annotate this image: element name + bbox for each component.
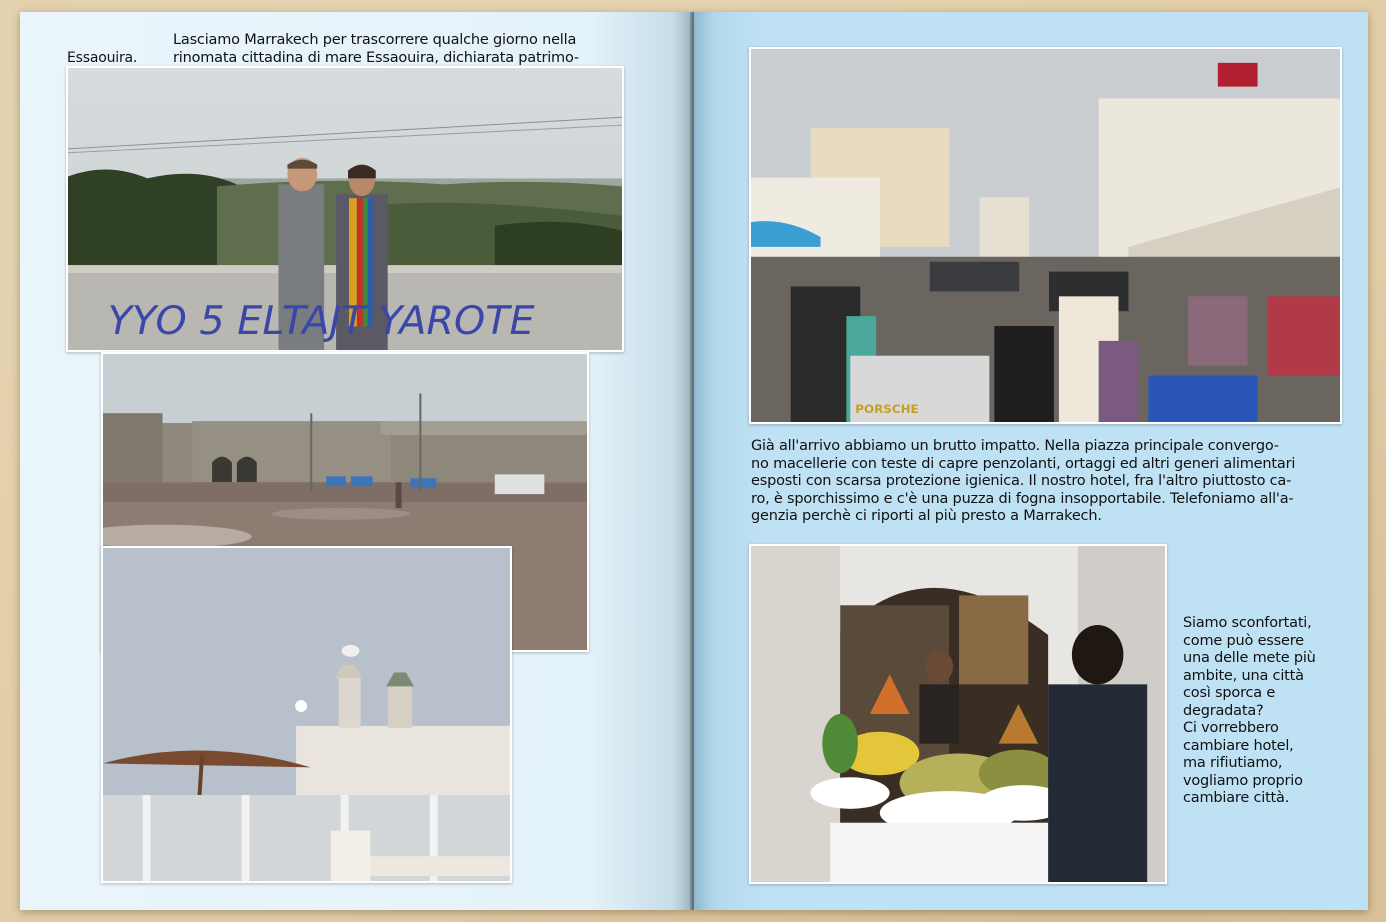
side-note [1183, 615, 1353, 808]
side-line: Siamo sconfortati, [1183, 615, 1312, 631]
side-line: cambiare città. [1183, 790, 1290, 806]
side-line: ambite, una città [1183, 667, 1304, 684]
side-line: vogliamo proprio [1183, 772, 1303, 789]
side-line: Ci vorrebbero [1183, 720, 1279, 736]
side-line: come può essere [1183, 632, 1304, 649]
rooftop-seagull-photo [101, 546, 512, 883]
side-line: una delle mete più [1183, 650, 1316, 666]
olive-stall-photo [749, 544, 1167, 884]
intro-line: rinomata cittadina di mare Essaouira, dichiarata patrimo- [173, 49, 579, 66]
side-line: così sporca e [1183, 685, 1276, 701]
market-street-crowd-photo [749, 47, 1342, 424]
paragraph-line: ro, è sporchissimo e c'è una puzza di fogna insopportabile. Telefoniamo all'a- [751, 490, 1294, 507]
paragraph-line: genzia perchè ci riporti al più presto a Marrakech. [751, 508, 1102, 524]
paragraph-line: no macellerie con teste di capre penzolanti, ortaggi ed altri generi alimentari [751, 455, 1296, 472]
graffiti-text: YYO 5 ELTAJT YAROTE [107, 298, 535, 345]
couple-overlook-photo [66, 66, 624, 352]
paragraph-line: esposti con scarsa protezione igienica. Il nostro hotel, fra l'altro piuttosto ca- [751, 473, 1292, 489]
intro-line: Lasciamo Marrakech per trascorrere qualche giorno nella [173, 32, 577, 48]
side-line: degradata? [1183, 702, 1264, 719]
side-line: cambiare hotel, [1183, 737, 1294, 754]
porsche-text: PORSCHE [855, 402, 919, 417]
side-line: ma rifiutiamo, [1183, 755, 1283, 771]
arrival-paragraph [751, 438, 1341, 526]
place-label: Essaouira. [67, 50, 138, 66]
paragraph-line: Già all'arrivo abbiamo un brutto impatto. Nella piazza principale convergo- [751, 438, 1279, 454]
